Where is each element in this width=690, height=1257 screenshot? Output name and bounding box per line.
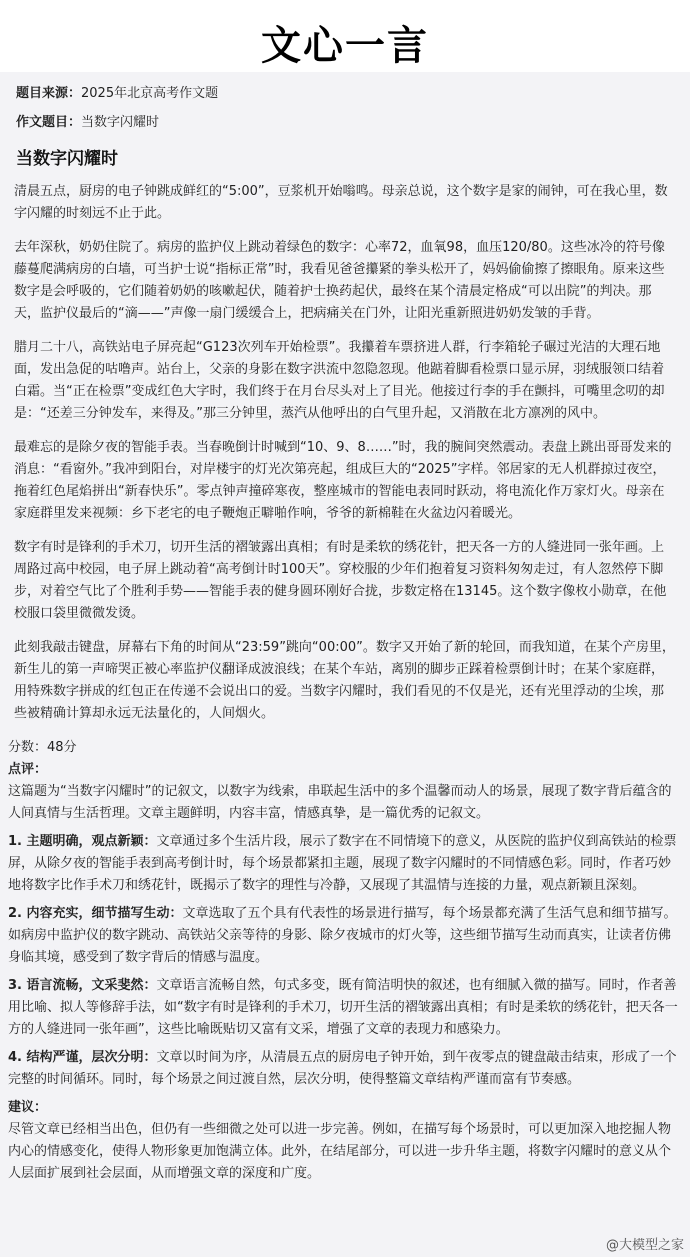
- point-body: 文章通过多个生活片段，展示了数字在不同情境下的意义，从医院的监护仪到高铁站的检票屏，从除夕夜的智能手表到高考倒计时，每个场景都紧扣主题，展现了数字闪耀时的不同情感色彩。同时，作者巧妙地将数字比作手术刀和绣花针，既揭示了数字的理性与冷静，又展现了其温情与连接的力量，观点新颖且深刻。: [8, 834, 677, 893]
- point-body: 文章选取了五个具有代表性的场景进行描写，每个场景都充满了生活气息和细节描写。如病房中监护仪的数字跳动、高铁站父亲等待的身影、除夕夜城市的灯火等，这些细节描写生动而真实，让读者仿佛身临其境，感受到了数字背后的情感与温度。: [8, 906, 677, 965]
- topic-value: 当数字闪耀时: [81, 115, 160, 130]
- essay-title: 当数字闪耀时: [16, 149, 118, 169]
- point-heading: 1. 主题明确，观点新颖：: [8, 834, 157, 849]
- point-body: 文章语言流畅自然，句式多变，既有简洁明快的叙述，也有细腻入微的描写。同时，作者善用比喻、拟人等修辞手法，如“数字有时是锋利的手术刀，切开生活的褶皱露出真相；有时是柔软的绣花针，把天各一方的人缝进同一张年画”，这些比喻既贴切又富有文采，增强了文章的表现力和感染力。: [8, 978, 678, 1037]
- evaluation-point: [8, 831, 682, 897]
- point-body: 文章以时间为序，从清晨五点的厨房电子钟开始，到午夜零点的键盘敲击结束，形成了一个完整的时间循环。同时，每个场景之间过渡自然，层次分明，使得整篇文章结构严谨而富有节奏感。: [8, 1050, 677, 1087]
- topic-row: [16, 115, 674, 131]
- evaluation-point: [8, 903, 682, 969]
- suggestion-body: 尽管文章已经相当出色，但仍有一些细微之处可以进一步完善。例如，在描写每个场景时，可以更加深入地挖掘人物内心的情感变化，使得人物形象更加饱满立体。此外，在结尾部分，可以进一步升华主题，将数字闪耀时的意义从个人层面扩展到社会层面，从而增强文章的深度和广度。: [8, 1122, 672, 1181]
- essay-paragraph: 最难忘的是除夕夜的智能手表。当春晚倒计时喊到“10、9、8……”时，我的腕间突然震动。表盘上跳出哥哥发来的消息：“看窗外。”我冲到阳台，对岸楼宇的灯光次第亮起，组成巨大的“2025”字样。邻居家的无人机群掠过夜空，拖着红色尾焰拼出“新春快乐”。零点钟声撞碎寒夜，整座城市的智能电表同时跃动，将电流化作万家灯火。母亲在家庭群里发来视频：乡下老宅的电子鞭炮正噼啪作响，爷爷的新棉鞋在火盆边闪着暖光。: [14, 440, 672, 521]
- content-sheet: [0, 72, 690, 1257]
- evaluation-section: [0, 737, 690, 1185]
- suggestion-label: 建议：: [8, 1100, 48, 1115]
- source-value: 2025年北京高考作文题: [81, 86, 219, 101]
- page-title: 文心一言: [261, 23, 429, 69]
- source-row: [16, 86, 674, 102]
- comment-intro: 这篇题为“当数字闪耀时”的记叙文，以数字为线索，串联起生活中的多个温馨而动人的场景，展现了数字背后蕴含的人间真情与生活哲理。文章主题鲜明，内容丰富，情感真挚，是一篇优秀的记叙文。: [8, 784, 672, 821]
- point-heading: 3. 语言流畅，文采斐然：: [8, 978, 157, 993]
- comment-label: 点评：: [8, 762, 48, 777]
- point-heading: 2. 内容充实，细节描写生动：: [8, 906, 183, 921]
- source-label: 题目来源：: [16, 86, 82, 101]
- point-heading: 4. 结构严谨，层次分明：: [8, 1050, 157, 1065]
- watermark: @大模型之家: [605, 1238, 684, 1253]
- essay-paragraph: 此刻我敲击键盘，屏幕右下角的时间从“23:59”跳向“00:00”。数字又开始了新的轮回，而我知道，在某个产房里，新生儿的第一声啼哭正被心率监护仪翻译成波浪线；在某个车站，离别的脚步正踩着检票倒计时；在某个家庭群，用特殊数字拼成的红包正在传递不会说出口的爱。当数字闪耀时，我们看见的不仅是光，还有光里浮动的尘埃，那些被精确计算却永远无法量化的，人间烟火。: [14, 640, 675, 721]
- essay-paragraph: 去年深秋，奶奶住院了。病房的监护仪上跳动着绿色的数字：心率72，血氧98，血压120/80。这些冰冷的符号像藤蔓爬满病房的白墙，可当护士说“指标正常”时，我看见爸爸攥紧的拳头松开了，妈妈偷偷擦了擦眼角。原来这些数字是会呼吸的，它们随着奶奶的咳嗽起伏，随着护士换药起伏，最终在某个清晨定格成“可以出院”的判决。那天，监护仪最后的“滴——”声像一扇门缓缓合上，把病痛关在门外，让阳光重新照进奶奶发皱的手背。: [14, 240, 665, 321]
- evaluation-point: [8, 975, 682, 1041]
- essay-paragraph: 数字有时是锋利的手术刀，切开生活的褶皱露出真相；有时是柔软的绣花针，把天各一方的人缝进同一张年画。上周路过高中校园，电子屏上跳动着“高考倒计时100天”。穿校服的少年们抱着复习资料匆匆走过，有人忽然停下脚步，对着空气比了个胜利手势——智能手表的健身圆环刚好合拢，步数定格在13145。这个数字像枚小勋章，在他校服口袋里微微发烫。: [14, 540, 667, 621]
- topic-label: 作文题目：: [16, 115, 82, 130]
- essay-paragraph: 清晨五点，厨房的电子钟跳成鲜红的“5:00”，豆浆机开始嗡鸣。母亲总说，这个数字是家的闹钟，可在我心里，数字闪耀的时刻远不止于此。: [14, 184, 668, 221]
- meta-block: [0, 72, 690, 131]
- score: 分数：48分: [8, 740, 77, 755]
- essay-paragraph: 腊月二十八，高铁站电子屏亮起“G123次列车开始检票”。我攥着车票挤进人群，行李箱轮子碾过光洁的大理石地面，发出急促的咕噜声。站台上，父亲的身影在数字洪流中忽隐忽现。他踮着脚看检票口显示屏，羽绒服领口结着白霜。当“正在检票”变成红色大字时，我们终于在月台尽头对上了目光。他接过行李的手在颤抖，可嘴里念叨的却是：“还差三分钟发车，来得及。”那三分钟里，蒸汽从他呼出的白气里升起，又消散在北方凛冽的风中。: [14, 340, 665, 421]
- evaluation-point: [8, 1047, 682, 1091]
